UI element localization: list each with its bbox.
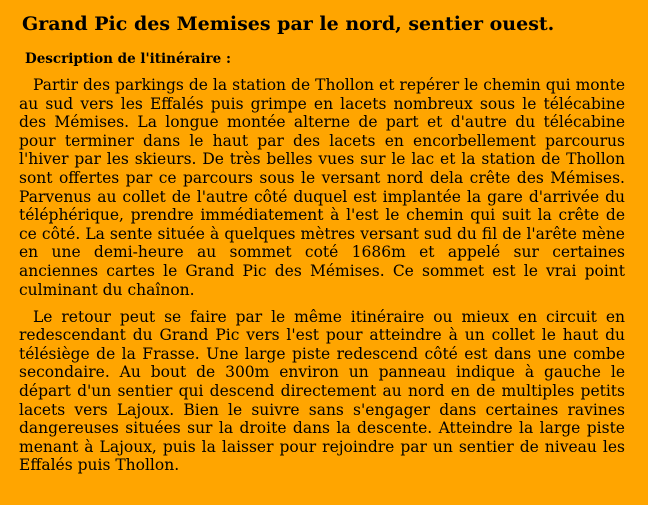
itinerary-paragraph-1: Partir des parkings de la station de Thollon et repérer le chemin qui monte au sud vers les Effalés puis grimpe en lacets nombreux sous le télécabine des Mémises. La longue montée alterne de part et d'autre du télécabine pour terminer dans le haut par des lacets en encorbellement parcourus l'hiver par les skieurs. De très belles vues sur le lac et la station de Thollon sont offertes par ce parcours sous le versant nord dela crête des Mémises. Parvenus au collet de l'autre côté duquel est implantée la gare d'arrivée du téléphérique, prendre immédiatement à l'est le chemin qui suit la crête de ce côté. La sente située à quelques mètres versant sud du fil de l'arête mène en une demi-heure au sommet coté 1686m et appelé sur certaines anciennes cartes le Grand Pic des Mémises. Ce sommet est le vrai point culminant du chaînon. xyxy=(19,76,625,299)
itinerary-paragraph-2: Le retour peut se faire par le même itinéraire ou mieux en circuit en redescendant du Grand Pic vers l'est pour atteindre à un collet le haut du télésiège de la Frasse. Une large piste redescend côté est dans une combe secondaire. Au bout de 300m environ un panneau indique à gauche le départ d'un sentier qui descend directement au nord en de multiples petits lacets vers Lajoux. Bien le suivre sans s'engager dans certaines ravines dangereuses situées sur la droite dans la descente. Atteindre la large piste menant à Lajoux, puis la laisser pour rejoindre par un sentier de niveau les Effalés puis Thollon. xyxy=(19,307,625,475)
itinerary-description-heading: Description de l'itinéraire : xyxy=(25,51,231,67)
page-title: Grand Pic des Memises par le nord, sentier ouest. xyxy=(22,13,555,35)
